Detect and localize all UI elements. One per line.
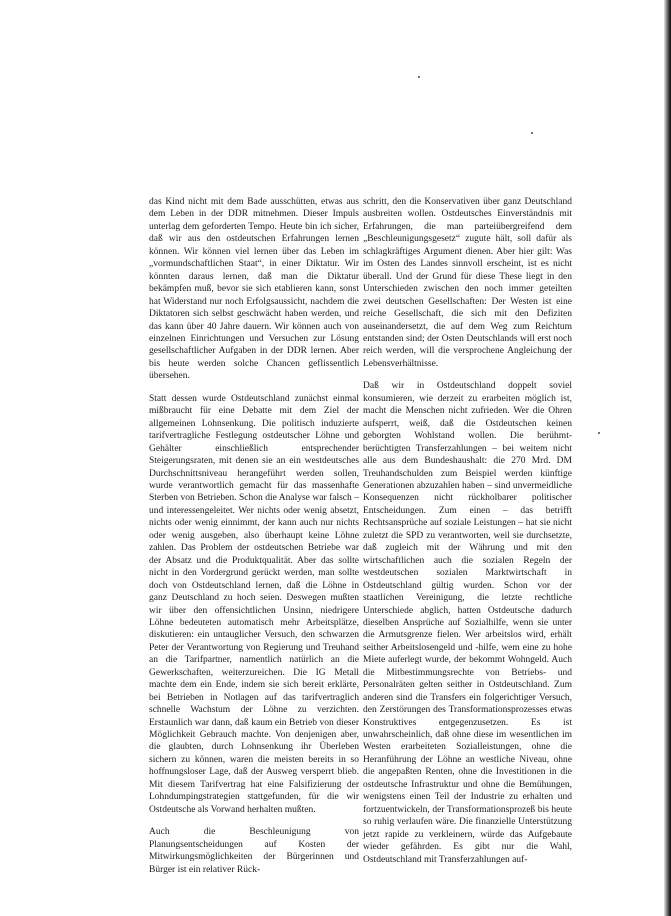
text-column-right — [363, 196, 572, 876]
text-column-left — [149, 196, 359, 886]
paragraph: das Kind nicht mit dem Bade ausschütten, etwas aus dem Leben in der DDR mitnehmen. Dieser Impuls unterlag dem geforderten Tempo. Heute bin ich sicher, daß wir aus den ostdeutschen Erfahrungen lernen können. Wir können viel lernen über das Leben im „vormundschaftlichen Staat“, in einer Diktatur. Wir könnten daraus lernen, daß man die Diktatur bekämpfen muß, bevor sie sich etablieren kann, sonst hat Widerstand nur noch Erfolgsaussicht, nachdem die Diktatoren sich selbst geschwächt haben werden, und das kann über 40 Jahre dauern. Wir können auch von einzelnen Einrichtungen und Versuchen zur Lösung gesellschaftlicher Aufgaben in der DDR lernen. Aber bis heute werden solche Chancen geflissentlich übersehen. — [149, 197, 359, 382]
paragraph: Daß wir in Ostdeutschland doppelt soviel konsumieren, wie derzeit zu erarbeiten möglich ist, macht die Menschen nicht zufrieden. Wer die Ohren aufsperrt, weiß, daß die Ostdeutschen keinen geborgten Wohlstand wollen. Die berühmt-berüchtigten Transferzahlungen – bei weitem nicht alle aus dem Bundeshaushalt: die 270 Mrd. DM Treuhandschulden zum Beispiel werden künftige Generationen abzuzahlen haben – sind unvermeidliche Konsequenzen nicht rückholbarer politischer Entscheidungen. Zum einen – das betrifft Rechtsansprüche auf soziale Leistungen – hat sie nicht zuletzt die SPD zu verantworten, weil sie durchsetzte, daß zugleich mit der Währung und mit den wirtschaftlichen auch die sozialen Regeln der westdeutschen sozialen Marktwirtschaft in Ostdeutschland gültig wurden. Schon vor der staatlichen Vereinigung, die letzte rechtliche Unterschiede abglich, hatten Ostdeutsche dadurch dieselben Ansprüche auf Sozialhilfe, wenn sie unter die Armutsgrenze fielen. Wer arbeitslos wird, erhält seither Arbeitslosengeld und -hilfe, wem eine zu hohe Miete auferlegt wurde, der bekommt Wohngeld. Auch die Mitbestimmungsrechte von Betriebs- und Personalräten gelten seither in Ostdeutschland. Zum anderen sind die Transfers ein folgerichtiger Versuch, den Zerstörungen des Transformationsprozesses etwas Konstruktives entgegenzusetzen. Es ist unwahrscheinlich, daß ohne diese im wesentlichen im Westen erarbeiteten Sozialleistungen, ohne die Heranführung der Löhne an westliche Niveau, ohne die angepaßten Renten, ohne die Investitionen in die ostdeutsche Infrastruktur und ohne die Bemühungen, wenigstens einen Teil der Industrie zu erhalten und fortzuentwickeln, der Transformationsprozeß bis heute so ruhig verlaufen wäre. Die finanzielle Unterstützung jetzt rapide zu verkleinern, würde das Aufgebaute wieder gefährden. Es gibt nur die Wahl, Ostdeutschland mit Transferzahlungen auf- — [363, 381, 572, 865]
scan-speck — [598, 432, 600, 434]
paragraph: Auch die Beschleunigung von Planungsentscheidungen auf Kosten der Mitwirkungsmöglichkeiten der Bürgerinnen und Bürger ist ein relativer Rück- — [149, 827, 359, 875]
scan-edge-shadow — [664, 0, 671, 916]
scan-speck — [531, 132, 533, 134]
paragraph: schritt, den die Konservativen über ganz Deutschland ausbreiten wollen. Ostdeutsches Einverständnis mit Erfahrungen, die man parteiübergreifend dem „Beschleunigungsgesetz“ zugute hält, soll dafür als schlagkräftiges Argument dienen. Aber hier gilt: Was im Osten des Landes sinnvoll erscheint, ist es nicht überall. Und der Grund für diese These liegt in den Unterschieden zwischen den noch immer geteilten zwei deutschen Gesellschaften: Der Westen ist eine reiche Gesellschaft, die sich mit den Defiziten auseinandersetzt, die auf dem Weg zum Reichtum entstanden sind; der Osten Deutschlands will erst noch reich werden, will die versprochene Angleichung der Lebensverhältnisse. — [363, 197, 572, 369]
paragraph: Statt dessen wurde Ostdeutschland zunächst einmal mißbraucht für eine Debatte mit dem Ziel der allgemeinen Lohnsenkung. Die politisch induzierte tarifvertragliche Festlegung ostdeutscher Löhne und Gehälter einschließlich entsprechender Steigerungsraten, mit denen sie an ein westdeutsches Durchschnittsniveau herangeführt werden sollen, wurde verantwortlich gemacht für das massenhafte Sterben von Betrieben. Schon die Analyse war falsch – und interessengeleitet. Wer nichts oder wenig absetzt, nichts oder wenig einnimmt, der kann auch nur nichts oder wenig ausgeben, also überhaupt keine Löhne zahlen. Das Problem der ostdeutschen Betriebe war der Absatz und die Produktqualität. Aber das sollte nicht in den Vordergrund gerückt werden, man sollte doch von Ostdeutschland lernen, daß die Löhne in ganz Deutschland zu hoch seien. Deswegen mußten wir über den offensichtlichen Unsinn, niedrigere Löhne bedeuteten automatisch mehr Arbeitsplätze, diskutieren: ein untauglicher Versuch, den schwarzen Peter der Verantwortung von Regierung und Treuhand an die Tarifpartner, namentlich natürlich an die Gewerkschaften, weiterzureichen. Die IG Metall machte dem ein Ende, indem sie sich bereit erklärte, bei Betrieben in Notlagen auf das tarifvertraglich schnelle Wachstum der Löhne zu verzichten. Erstaunlich war dann, daß kaum ein Betrieb von dieser Möglichkeit Gebrauch machte. Von denjenigen aber, die glaubten, durch Lohnsenkung ihr Überleben sichern zu können, waren die meisten bereits in so hoffnungsloser Lage, daß der Ausweg versperrt blieb. Mit diesem Tarifvertrag hat eine Falsifizierung der Lohndumpingstrategien stattgefunden, für die wir Ostdeutsche als Vorwand herhalten mußten. — [149, 393, 359, 815]
scan-speck — [418, 76, 420, 78]
